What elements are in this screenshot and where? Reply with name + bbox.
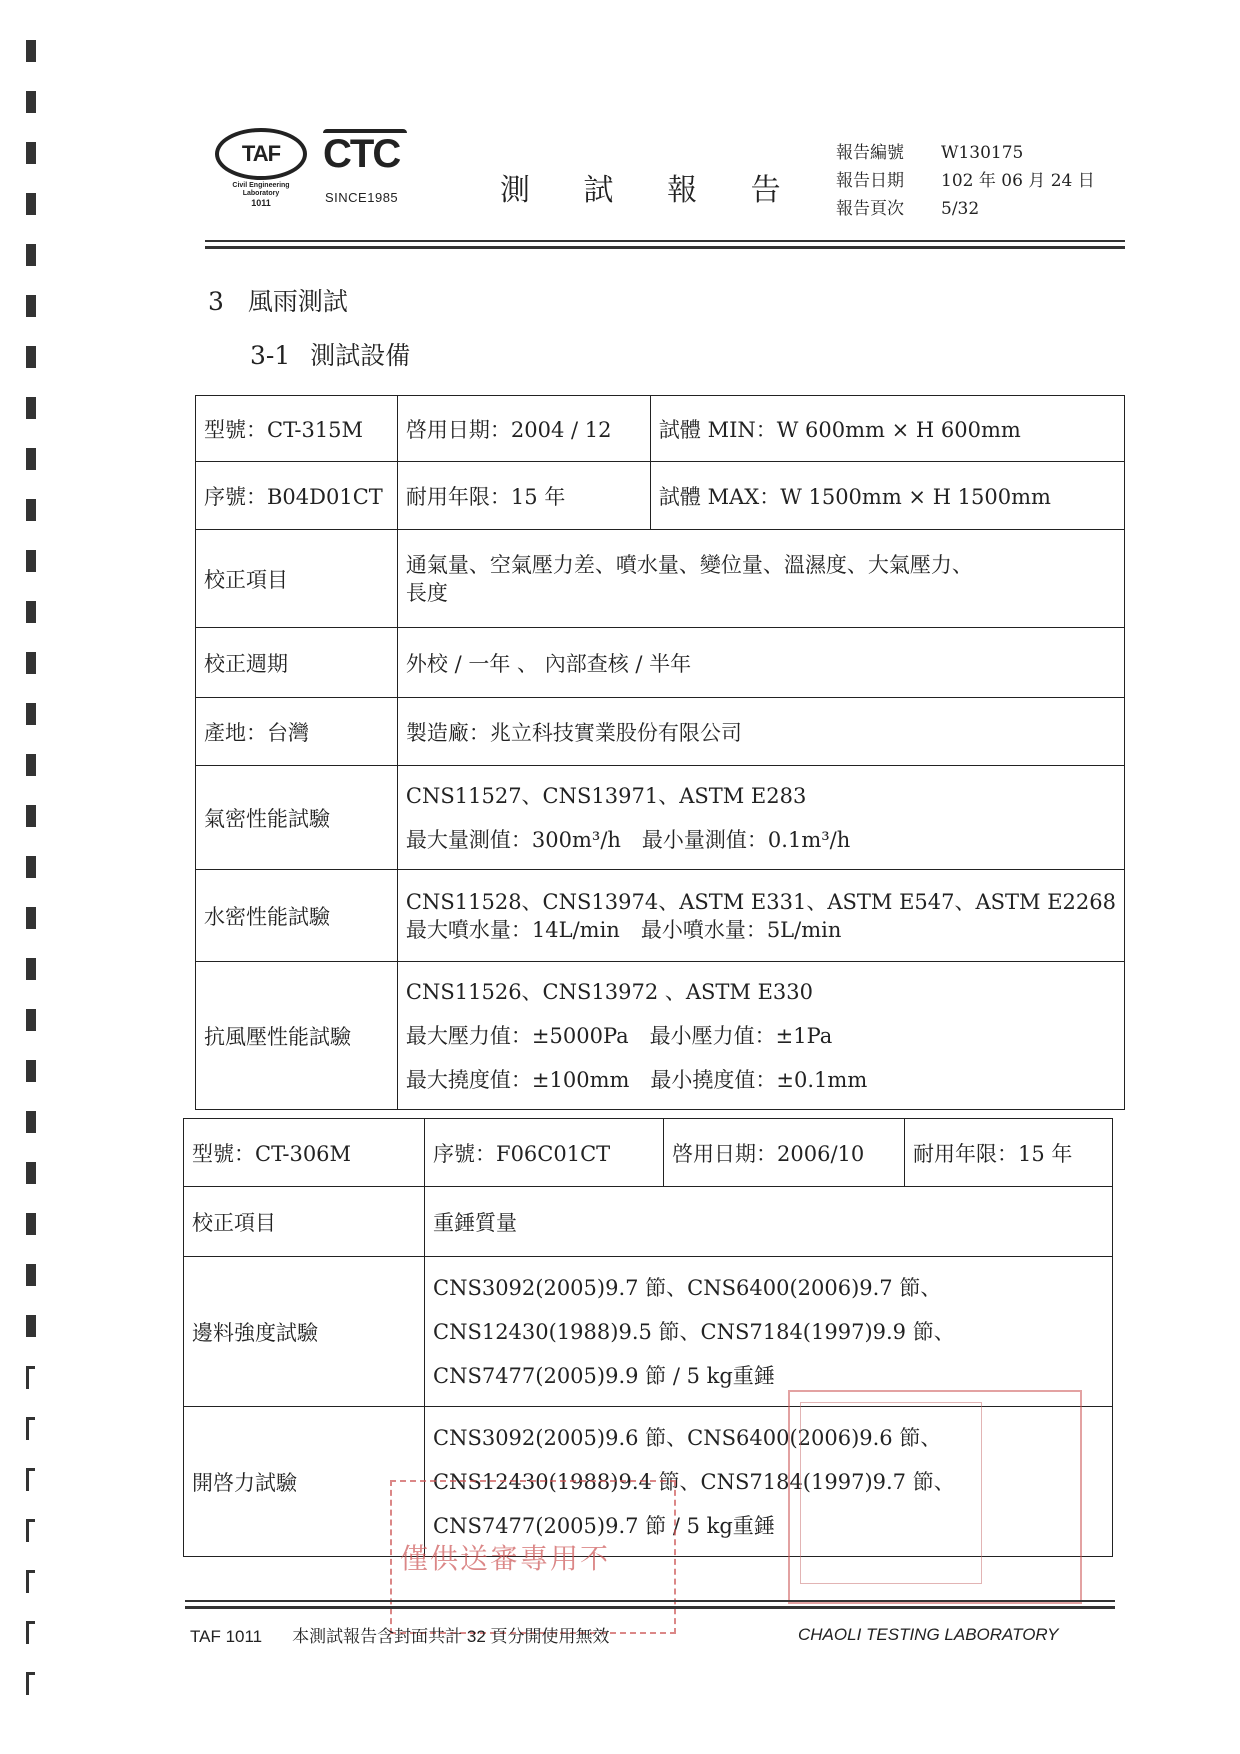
binding-hole	[26, 1213, 36, 1235]
binding-hole	[26, 1315, 36, 1337]
table-cell: 製造廠：兆立科技實業股份有限公司	[397, 698, 1124, 766]
table-cell: 校正週期	[196, 628, 398, 698]
document-title: 測 試 報 告	[500, 173, 803, 208]
report-date-label: 報告日期	[836, 171, 904, 191]
approval-stamp: 僅供送審專用不	[390, 1480, 676, 1634]
binding-hole	[26, 856, 36, 878]
binding-hole	[26, 1162, 36, 1184]
table-cell: 通氣量、空氣壓力差、噴水量、變位量、溫濕度、大氣壓力、 長度	[397, 530, 1124, 628]
table-cell: 啓用日期：2006/10	[664, 1119, 905, 1187]
footer-note: TAF 1011 本測試報告含封面共計 32 頁分開使用無效	[190, 1627, 610, 1646]
logo	[215, 128, 415, 218]
binding-hole	[26, 397, 36, 419]
taf-logo: TAF	[215, 128, 307, 180]
binding-hole	[26, 295, 36, 317]
report-meta	[836, 139, 1095, 223]
table-cell: 產地：台灣	[196, 698, 398, 766]
table-cell: 水密性能試驗	[196, 870, 398, 962]
binding-hole	[26, 1264, 36, 1286]
binding-hole	[26, 703, 36, 725]
report-date: 102 年 06 月 24 日	[941, 171, 1095, 191]
binding-hole	[26, 91, 36, 113]
binding-hole	[26, 40, 36, 62]
taf-logo-caption: Civil Engineering Laboratory 1011	[232, 182, 290, 208]
binding-hole	[26, 1417, 35, 1440]
report-no-label: 報告編號	[836, 143, 904, 163]
binding-hole	[26, 1111, 36, 1133]
table-cell: 開啓力試驗	[184, 1407, 425, 1557]
header-rule	[205, 240, 1125, 242]
table-cell: 試體 MIN：W 600mm × H 600mm	[650, 396, 1124, 462]
table-cell: 抗風壓性能試驗	[196, 962, 398, 1110]
binding-hole	[26, 550, 36, 572]
binding-hole	[26, 754, 36, 776]
table-cell: 外校 / 一年 、 內部查核 / 半年	[397, 628, 1124, 698]
table-cell: 重錘質量	[425, 1187, 1113, 1257]
binding-hole	[26, 652, 36, 674]
binding-hole	[26, 448, 36, 470]
binding-hole	[26, 244, 36, 266]
binding-hole	[26, 601, 36, 623]
binding-hole	[26, 1060, 36, 1082]
binding-hole	[26, 805, 36, 827]
equipment-table-1	[195, 395, 1125, 1110]
table-cell: CNS11527、CNS13971、ASTM E283 最大量測值：300m³/h 最小量測值：0.1m³/h	[397, 766, 1124, 870]
binding-hole	[26, 346, 36, 368]
binding-hole	[26, 142, 36, 164]
table-cell: 型號：CT-306M	[184, 1119, 425, 1187]
binding-hole	[26, 1009, 36, 1031]
binding-hole	[26, 499, 36, 521]
binding-hole	[26, 1519, 35, 1542]
binding-hole	[26, 1672, 35, 1695]
table-cell: 序號：F06C01CT	[425, 1119, 664, 1187]
ctc-logo: CTC	[323, 132, 400, 176]
seal-stamp	[788, 1390, 1082, 1604]
table-cell: 試體 MAX：W 1500mm × H 1500mm	[650, 462, 1124, 530]
footer-lab-name: CHAOLI TESTING LABORATORY	[798, 1625, 1059, 1644]
binding-hole	[26, 1621, 35, 1644]
table-cell: 序號：B04D01CT	[196, 462, 398, 530]
section-heading: 3 風雨測試	[208, 287, 348, 316]
table-cell: CNS11526、CNS13972 、ASTM E330 最大壓力值：±5000Pa 最小壓力值：±1Pa 最大撓度值：±100mm 最小撓度值：±0.1mm	[397, 962, 1124, 1110]
table-cell: 校正項目	[196, 530, 398, 628]
binding-hole	[26, 907, 36, 929]
table-cell: CNS11528、CNS13974、ASTM E331、ASTM E547、ASTM E2268 最大噴水量：14L/min 最小噴水量：5L/min	[397, 870, 1124, 962]
table-cell: 邊料強度試驗	[184, 1257, 425, 1407]
table-cell: 啓用日期：2004 / 12	[397, 396, 650, 462]
table-cell: 氣密性能試驗	[196, 766, 398, 870]
table-cell: 耐用年限：15 年	[905, 1119, 1113, 1187]
table-cell: 校正項目	[184, 1187, 425, 1257]
binding-hole	[26, 1468, 35, 1491]
table-cell: CNS3092(2005)9.7 節、CNS6400(2006)9.7 節、 CNS12430(1988)9.5 節、CNS7184(1997)9.9 節、 CNS7477(2005)9.9 節 / 5 kg重錘	[425, 1257, 1113, 1407]
table-cell: CNS3092(2005)9.6 節、CNS6400(2006)9.6 節、 CNS12430(1988)9.4 節、CNS7184(1997)9.7 節、 CNS7477(2005)9.7 節 / 5 kg重錘	[425, 1407, 1113, 1557]
binding-hole	[26, 1366, 35, 1389]
subsection-heading: 3-1 測試設備	[250, 341, 411, 370]
header-rule-thick	[205, 246, 1125, 249]
report-page-label: 報告頁次	[836, 199, 904, 219]
binding-hole	[26, 958, 36, 980]
binding-hole	[26, 193, 36, 215]
table-cell: 耐用年限：15 年	[397, 462, 650, 530]
table-cell: 型號：CT-315M	[196, 396, 398, 462]
report-page: 5/32	[941, 199, 980, 219]
footer-rule-thick	[185, 1606, 1115, 1609]
binding-hole	[26, 1570, 35, 1593]
binding-holes	[26, 40, 46, 1740]
since-text: SINCE1985	[325, 190, 399, 205]
report-no: W130175	[941, 143, 1024, 163]
footer-rule	[185, 1600, 1115, 1602]
